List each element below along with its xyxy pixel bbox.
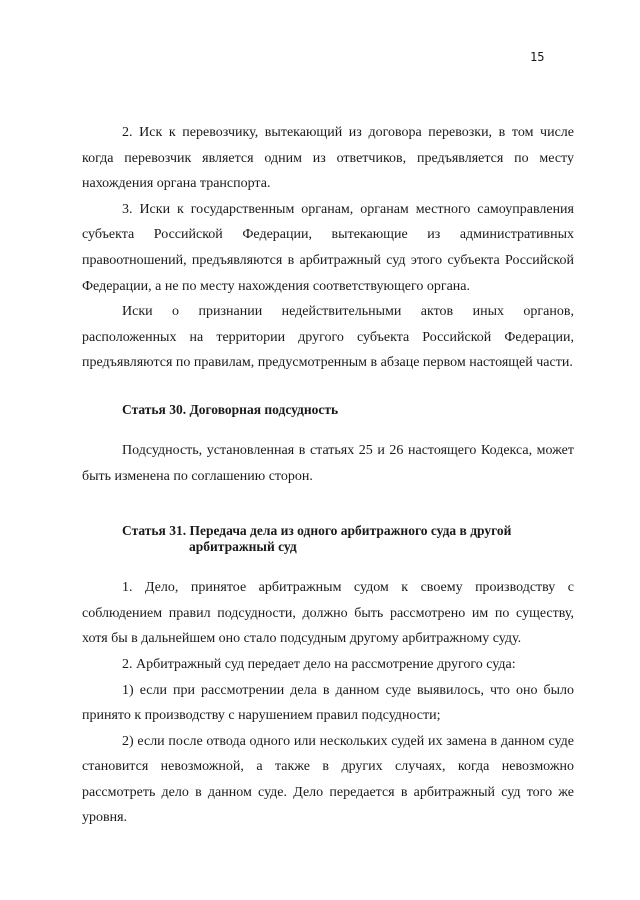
article-30-paragraph: Подсудность, установленная в статьях 25 и 26 настоящего Кодекса, может быть изменена по соглашению сторон.	[82, 442, 574, 484]
article-31-heading-line2: арбитражный суд	[189, 539, 297, 555]
paragraph-claims-invalidity: Иски о признании недействительными актов иных органов, расположенных на территории другого субъекта Российской Федерации, предъявляются по правилам, предусмотренным в абзаце первом настоящей части.	[82, 304, 574, 371]
article-31-paragraph-1: 1. Дело, принятое арбитражным судом к своему производству с соблюдением правил подсудности, должно быть рассмотрено им по существу, хотя бы в дальнейшем оно стало подсудным другому арбитражному суду.	[82, 580, 574, 647]
page-number: 15	[530, 50, 545, 64]
article-31-heading	[82, 523, 574, 555]
article-31-paragraph-2: 2. Арбитражный суд передает дело на рассмотрение другого суда:	[122, 656, 516, 672]
document-body	[82, 120, 574, 831]
paragraph-claims-state-bodies: 3. Иски к государственным органам, органам местного самоуправления субъекта Российской Федерации, вытекающие из административных правоотношений, предъявляются в арбитражный суд этого субъекта Российской Федерации, а не по месту нахождения соответствующего органа.	[82, 201, 574, 294]
article-31-paragraph-4: 2) если после отвода одного или нескольких судей их замена в данном суде становится невозможной, а также в других случаях, когда невозможно рассмотреть дело в данном суде. Дело передается в арбитражный суд того же уровня.	[82, 733, 574, 826]
article-31-paragraph-3: 1) если при рассмотрении дела в данном суде выявилось, что оно было принято к производству с нарушением правил подсудности;	[82, 682, 574, 724]
article-31-heading-line1: Статья 31. Передача дела из одного арбитражного суда в другой	[122, 523, 512, 539]
paragraph-claim-carrier: 2. Иск к перевозчику, вытекающий из договора перевозки, в том числе когда перевозчик является одним из ответчиков, предъявляется по месту нахождения органа транспорта.	[82, 125, 574, 192]
article-30-heading: Статья 30. Договорная подсудность	[122, 401, 339, 417]
